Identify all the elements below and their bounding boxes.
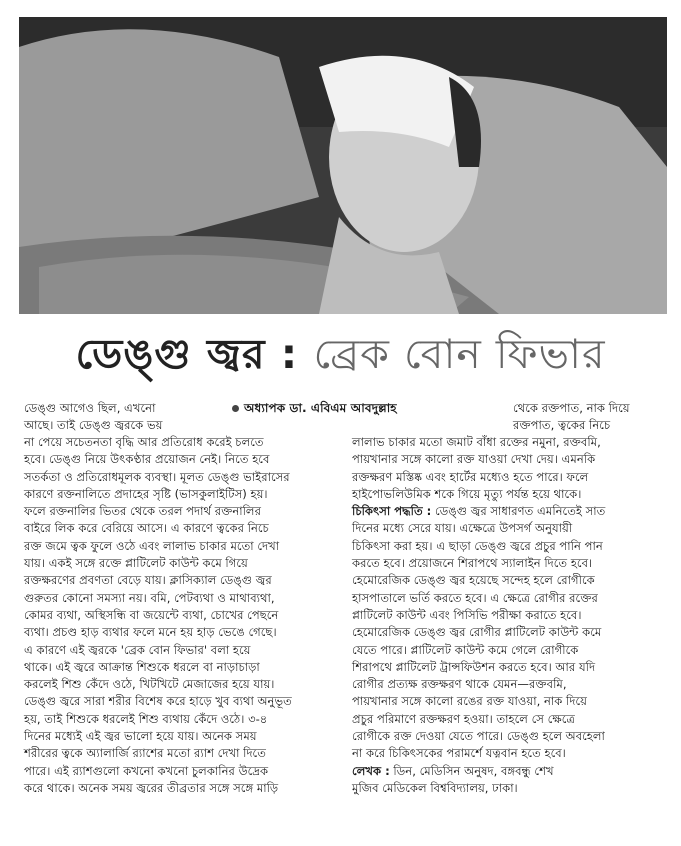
text-line: বাইরে লিক করে বেরিয়ে আসে। এ কারণে ত্বকের নিচে [24, 521, 269, 536]
headline [0, 325, 681, 383]
text-line: পায়খানার সঙ্গে কালো রঙের রক্ত যাওয়া, নাক দিয়ে [352, 694, 587, 709]
text-line: লালাভ চাকার মতো জমাট বাঁধা রক্তের নমুনা, রক্তবমি, [352, 435, 601, 449]
text-line: শরীরের ত্বকে অ্যালার্জি র‍্যাশের মতো র‍্যাশ দেখা দিতে [24, 746, 266, 761]
text-line: রক্তক্ষরণের প্রবণতা বেড়ে যায়। ক্লাসিক্যাল ডেঙ্গু জ্বর [24, 573, 272, 588]
byline-text: অধ্যাপক ডা. এবিএম আবদুল্লাহ [244, 401, 397, 415]
byline [232, 400, 397, 420]
right-top-text [513, 400, 663, 435]
text-line: রোগীর প্রত্যক্ষ রক্তক্ষরণ থাকে যেমন—রক্তবমি, [352, 677, 567, 692]
text-line: যেতে পারে। প্লাটিলেট কাউন্ট কমে গেলে রোগীকে [352, 642, 579, 657]
left-column [24, 434, 332, 797]
sick-man-photo [19, 17, 667, 314]
text-line: হবে। ডেঙ্গু নিয়ে উৎকণ্ঠার প্রয়োজন নেই। নিতে হবে [24, 452, 270, 467]
text-line: হেমোরেজিক ডেঙ্গু জ্বর রোগীর প্লাটিলেট কাউন্ট কমে [352, 625, 602, 640]
text-line: দিনের মধ্যে সেরে যায়। এক্ষেত্রে উপসর্গ অনুযায়ী [352, 521, 573, 536]
headline-part2: ব্রেক বোন ফিভার [313, 330, 606, 378]
text-line: হাইপোভলিউমিক শকে গিয়ে মৃত্যু পর্যন্ত হয়ে থাকে। [352, 486, 582, 501]
text-line: ডেঙ্গু আগেও ছিল, এখনো [24, 401, 156, 415]
text-line: যায়। একই সঙ্গে রক্তে প্লাটিলেট কাউন্ট কমে গিয়ে [24, 556, 248, 571]
text-line: দিনের মধ্যেই এই জ্বর ভালো হয়ে যায়। অনেক সময় [24, 729, 257, 744]
text-line: রোগীকে রক্ত দেওয়া যেতে পারে। ডেঙ্গু হলে অবহেলা [352, 729, 605, 744]
text-line: পায়খানার সঙ্গে কালো রক্ত যাওয়া দেখা দেয়। এমনকি [352, 452, 596, 467]
text-line: করে থাকে। অনেক সময় জ্বরের তীব্রতার সঙ্গে সঙ্গে মাড়ি [24, 780, 279, 795]
text-line: ব্যথা। প্রচণ্ড হাড় ব্যথার ফলে মনে হয় হাড় ভেঙে গেছে। [24, 625, 277, 640]
text-line: ডিন, মেডিসিন অনুষদ, বঙ্গবন্ধু শেখ [389, 763, 554, 778]
text-line: রক্ত জমে ত্বক ফুলে ওঠে এবং লালাভ চাকার মতো দেখা [24, 538, 280, 553]
text-line: করলেই শিশু কেঁদে ওঠে, খিটখিটে মেজাজের হয়ে যায়। [24, 677, 275, 692]
text-line: না পেয়ে সচেতনতা বৃদ্ধি আর প্রতিরোধ করেই চলতে [24, 435, 264, 449]
text-line: করতে হবে। প্রয়োজনে শিরাপথে স্যালাইন দিতে হবে। [352, 556, 593, 571]
text-line: শিরাপথে প্লাটিলেট ট্রান্সফিউশন করতে হবে। আর যদি [352, 659, 596, 674]
text-line: ডেঙ্গু জ্বরে সারা শরীর বিশেষ করে হাড়ে খুব ব্যথা অনুভূত [24, 694, 292, 709]
text-line: হয়, তাই শিশুকে ধরলেই শিশু ব্যথায় কেঁদে ওঠে। ৩-৪ [24, 711, 268, 726]
photo-illustration [19, 17, 667, 314]
headline-part1: ডেঙ্গু জ্বর : [75, 330, 299, 378]
right-column [352, 434, 664, 797]
bullet-icon [232, 405, 239, 412]
treatment-paragraph [352, 503, 664, 520]
text-line: সতর্কতা ও প্রতিরোধমূলক ব্যবস্থা। মূলত ডেঙ্গু ভাইরাসের [24, 469, 290, 484]
text-line: চিকিৎসা করা হয়। এ ছাড়া ডেঙ্গু জ্বরে প্রচুর পানি পান [352, 538, 603, 553]
treatment-label: চিকিৎসা পদ্ধতি : [352, 504, 432, 519]
left-top-text [24, 400, 229, 435]
text-line: হাসপাতালে ভর্তি করতে হবে। এ ক্ষেত্রে রোগীর রক্তের [352, 590, 598, 605]
text-line: গুরুতর কোনো সমস্যা নয়। বমি, পেটব্যথা ও মাথাব্যথা, [24, 590, 275, 605]
text-line: মুজিব মেডিকেল বিশ্ববিদ্যালয়, ঢাকা। [352, 780, 518, 795]
text-line: হেমোরেজিক ডেঙ্গু জ্বর হয়েছে সন্দেহ হলে রোগীকে [352, 573, 595, 588]
text-line: থেকে রক্তপাত, নাক দিয়ে [513, 401, 630, 415]
text-line: রক্তক্ষরণ মস্তিষ্ক এবং হার্টের মধ্যেও হতে পারে। ফলে [352, 469, 589, 484]
text-line: ফলে রক্তনালির ভিতর থেকে তরল পদার্থ রক্তনালির [24, 504, 261, 519]
author-paragraph [352, 763, 664, 780]
text-line: থাকে। এই জ্বরে আক্রান্ত শিশুকে ধরলে বা নাড়াচাড়া [24, 659, 260, 674]
text-line: রক্তপাত, ত্বকের নিচে [513, 418, 611, 433]
text-line: প্রচুর পরিমাণে রক্তক্ষরণ হওয়া। তাহলে সে ক্ষেত্রে [352, 711, 575, 726]
text-line: ডেঙ্গু জ্বর সাধারণত এমনিতেই সাত [431, 504, 606, 519]
text-line: কোমর ব্যথা, অস্থিসন্ধি বা জয়েন্টে ব্যথা, চোখের পেছনে [24, 607, 279, 622]
text-line: পারে। এই র‍্যাশগুলো কখনো কখনো চুলকানির উদ্রেক [24, 763, 269, 778]
text-line: না করে চিকিৎসকের পরামর্শে যত্নবান হতে হবে। [352, 746, 566, 761]
text-line: এ কারণে এই জ্বরকে 'ব্রেক বোন ফিভার' বলা হয়ে [24, 642, 251, 657]
author-label: লেখক : [352, 763, 390, 778]
text-line: কারণে রক্তনালিতে প্রদাহের সৃষ্টি (ভাসকুলাইটিস) হয়। [24, 486, 268, 501]
text-line: আছে। তাই ডেঙ্গু জ্বরকে ভয় [24, 418, 163, 433]
text-line: প্লাটিলেট কাউন্ট এবং পিসিভি পরীক্ষা করাতে হবে। [352, 607, 582, 622]
